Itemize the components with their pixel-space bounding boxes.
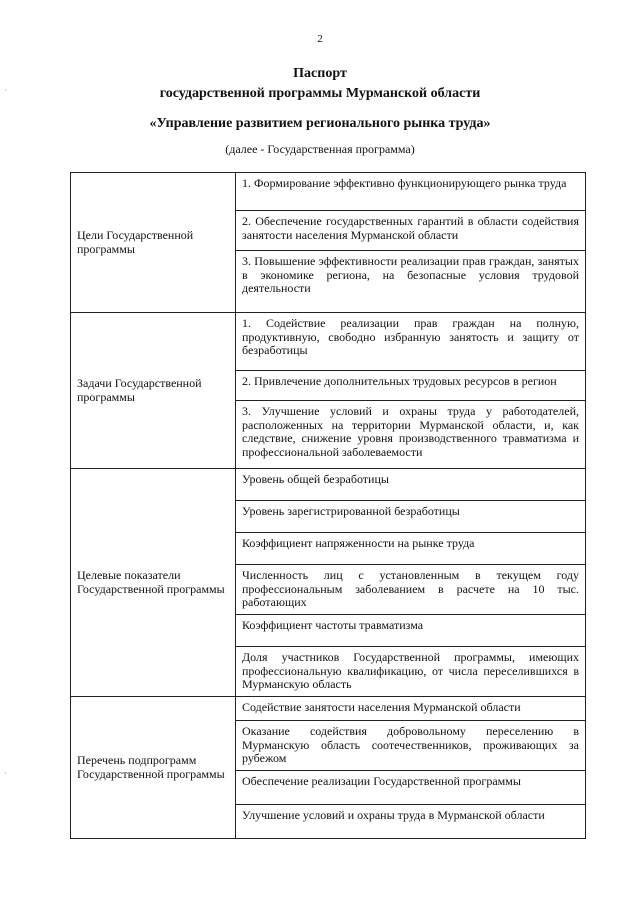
document-subtitle: (далее - Государственная программа) — [225, 142, 415, 156]
subprogram-item: Содействие занятости населения Мурманской области — [236, 697, 586, 721]
table-row — [71, 313, 586, 371]
task-item: 2. Привлечение дополнительных трудовых ресурсов в регион — [236, 371, 586, 401]
indicator-item: Коэффициент напряженности на рынке труда — [236, 533, 586, 565]
task-item: 3. Улучшение условий и охраны труда у работодателей, расположенных на территории Мурманской области, и, как следствие, снижение уровня производственного травматизма и профессиональной заболеваемости — [236, 401, 586, 469]
section-label-goals: Цели Государственной программы — [71, 173, 236, 313]
task-item: 1. Содействие реализации прав граждан на полную, продуктивную, свободно избранную занятость и защиту от безработицы — [236, 313, 586, 371]
table-row — [71, 173, 586, 211]
section-label-tasks: Задачи Государственной программы — [71, 313, 236, 469]
goal-item: 2. Обеспечение государственных гарантий в области содействия занятости населения Мурманской области — [236, 211, 586, 251]
table-row — [71, 697, 586, 721]
indicator-item: Уровень общей безработицы — [236, 469, 586, 501]
subprogram-item: Оказание содействия добровольному переселению в Мурманскую область соотечественников, проживающих за рубежом — [236, 721, 586, 771]
subprogram-item: Обеспечение реализации Государственной программы — [236, 771, 586, 805]
program-name: «Управление развитием регионального рынка труда» — [149, 116, 491, 131]
subprogram-item: Улучшение условий и охраны труда в Мурманской области — [236, 805, 586, 839]
indicator-item: Численность лиц с установленным в текущем году профессиональным заболеванием в расчете на 10 тыс. работающих — [236, 565, 586, 615]
section-label-subprograms: Перечень подпрограмм Государственной программы — [71, 697, 236, 839]
indicator-item: Уровень зарегистрированной безработицы — [236, 501, 586, 533]
scan-mark: · — [4, 768, 7, 778]
document-title: Паспорт — [293, 66, 347, 81]
passport-table — [70, 172, 586, 839]
indicator-item: Коэффициент частоты травматизма — [236, 615, 586, 647]
table-row — [71, 469, 586, 501]
page-number: 2 — [317, 33, 323, 45]
scan-mark: · — [4, 85, 7, 95]
section-label-indicators: Целевые показатели Государственной программы — [71, 469, 236, 697]
indicator-item: Доля участников Государственной программы, имеющих профессиональную квалификацию, от числа переселившихся в Мурманскую область — [236, 647, 586, 697]
goal-item: 1. Формирование эффективно функционирующего рынка труда — [236, 173, 586, 211]
document-title-program: государственной программы Мурманской области — [159, 86, 481, 101]
goal-item: 3. Повышение эффективности реализации прав граждан, занятых в экономике региона, на безопасные условия трудовой деятельности — [236, 251, 586, 313]
